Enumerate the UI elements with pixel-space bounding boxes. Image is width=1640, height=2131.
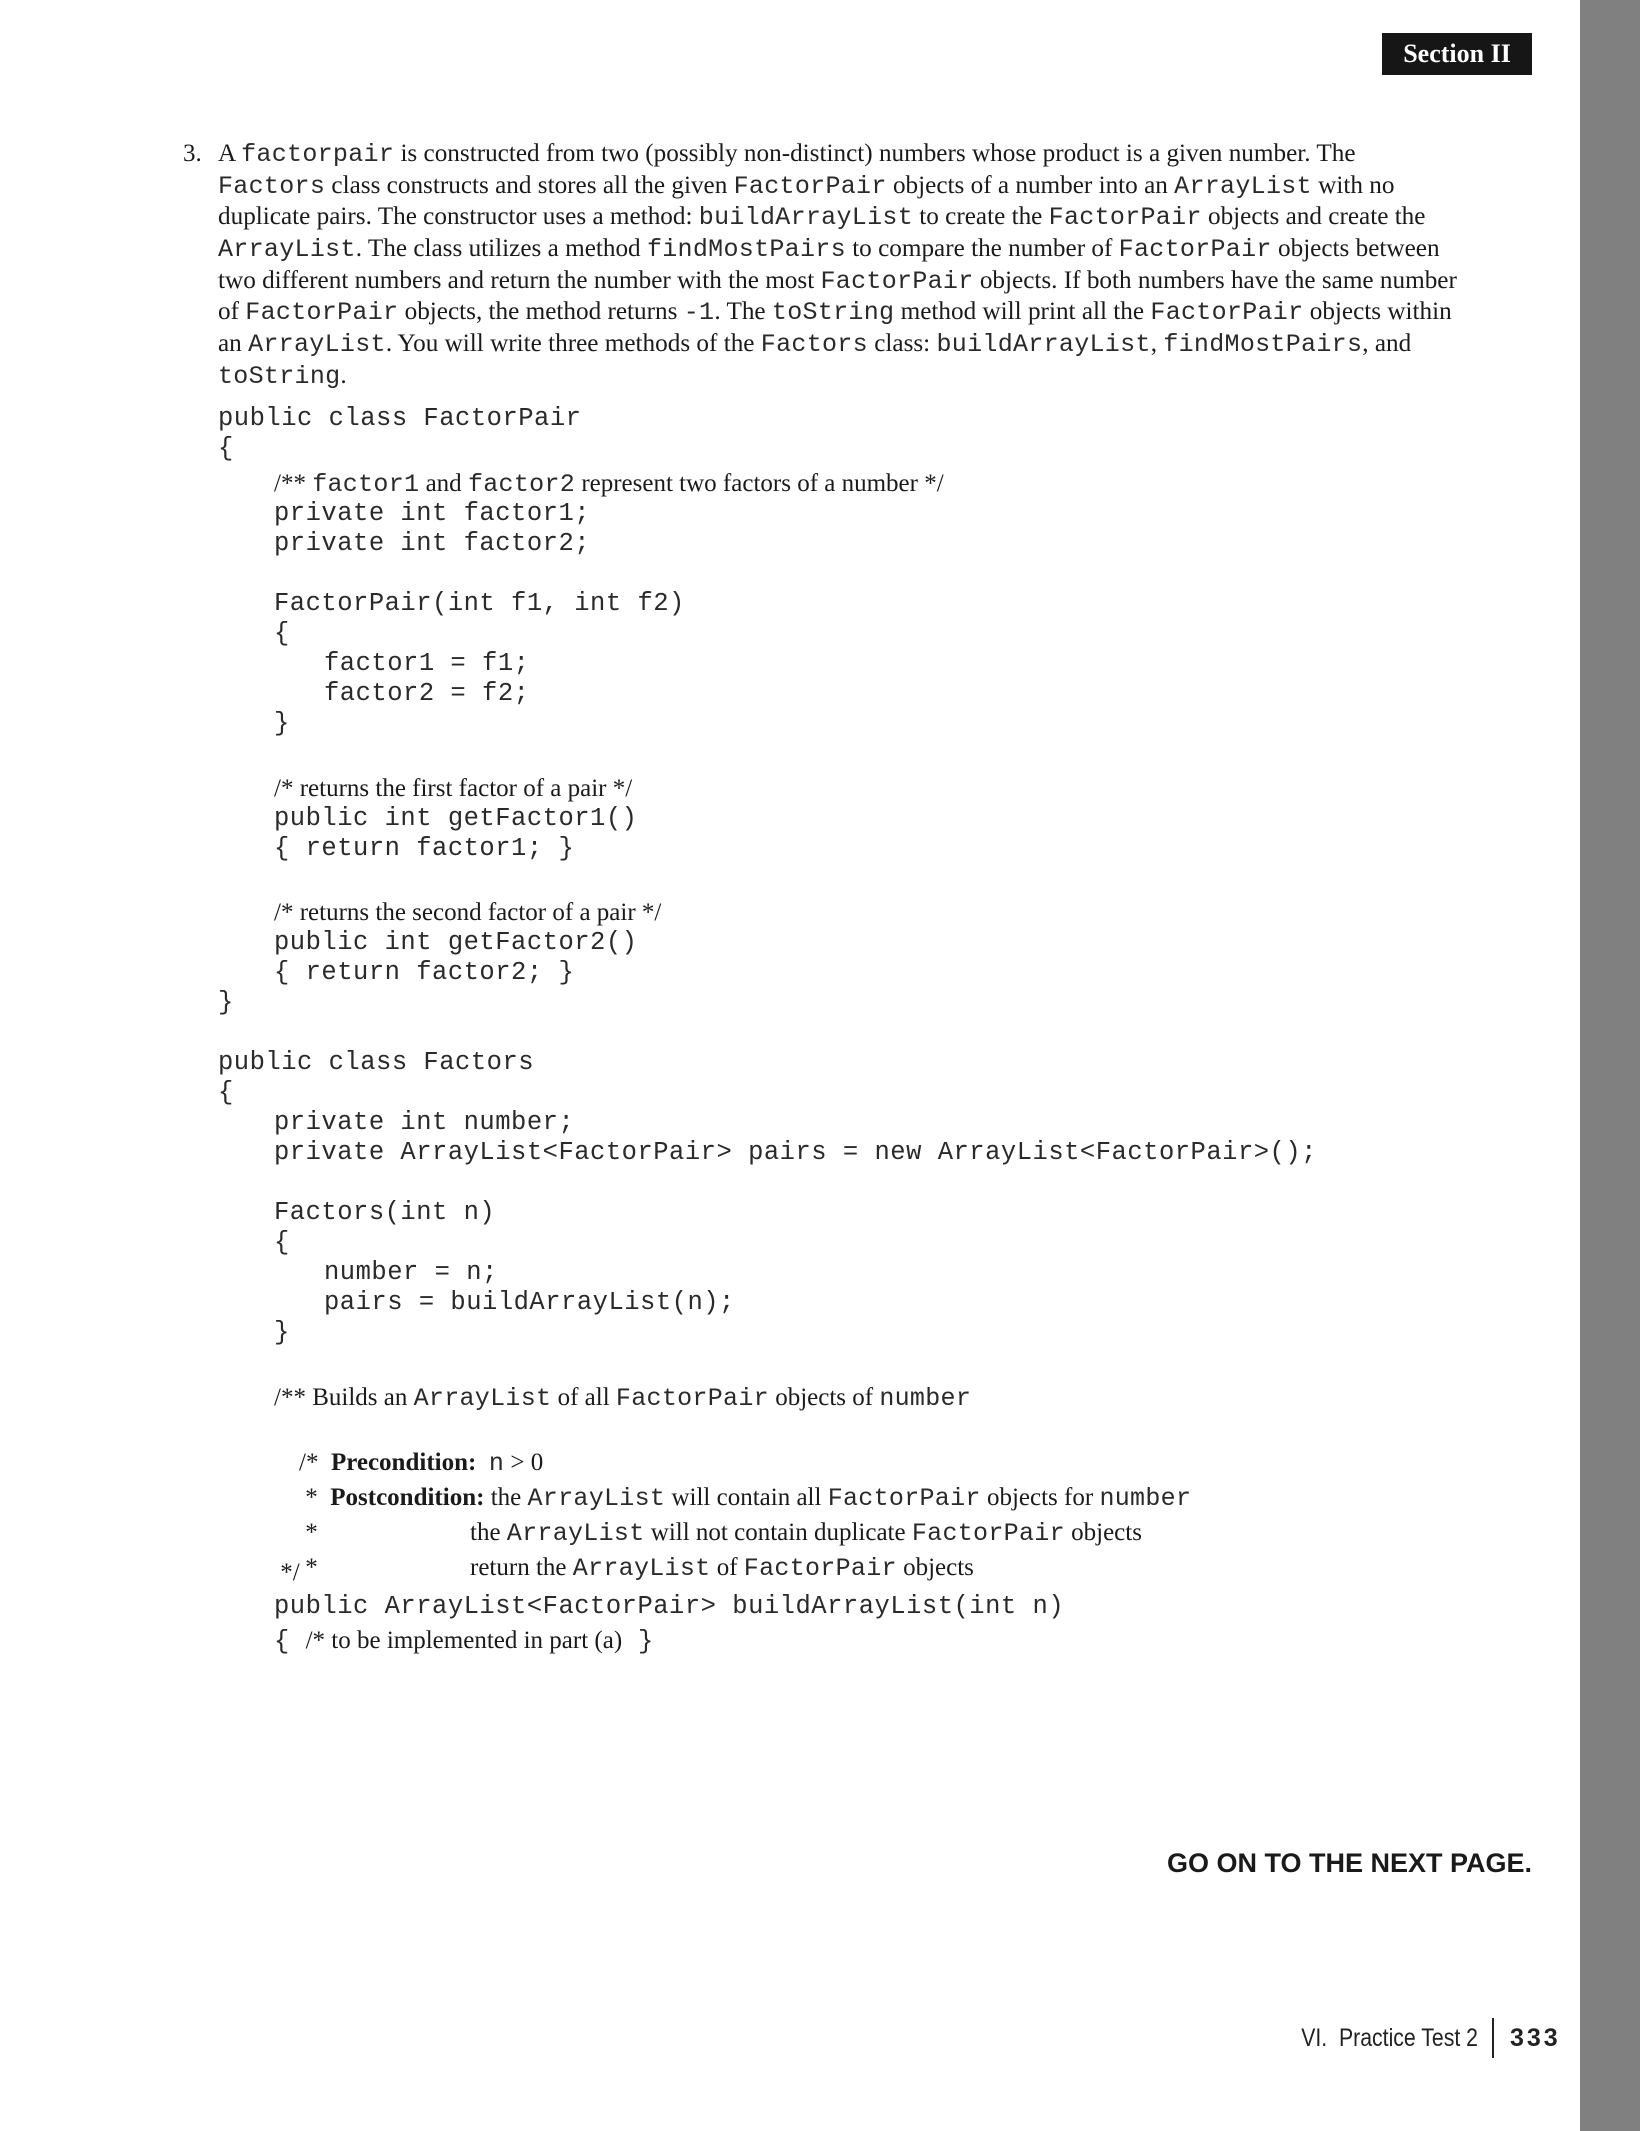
- method-comment: /* returns the second factor of a pair */: [274, 899, 662, 926]
- open-brace: {: [218, 434, 234, 463]
- code-term: ArrayList: [572, 1554, 711, 1583]
- text-run: objects and create the: [1201, 203, 1426, 231]
- text-run: of all: [551, 1384, 616, 1411]
- code-term: toString: [218, 361, 341, 391]
- code-term: FactorPair: [615, 1384, 769, 1413]
- text-run: represent two factors of a number */: [575, 470, 944, 497]
- code-term: ArrayList: [506, 1519, 645, 1548]
- text-run: return the: [470, 1554, 573, 1581]
- prompt-line: [218, 328, 1518, 360]
- prompt-line: [218, 138, 1518, 170]
- text-run: .: [340, 361, 347, 389]
- prompt-line: [218, 296, 1518, 328]
- question-prompt: [218, 138, 1518, 392]
- text-run: objects for: [980, 1484, 1100, 1511]
- text-run: the: [470, 1519, 507, 1546]
- open-brace: {: [274, 1228, 290, 1257]
- text-run: of: [218, 298, 246, 326]
- text-run: > 0: [504, 1449, 544, 1476]
- text-run: objects: [1064, 1519, 1142, 1546]
- method-body: [274, 1626, 654, 1657]
- statement: factor2 = f2;: [324, 679, 530, 708]
- text-run: A: [218, 140, 242, 167]
- code-term: FactorPair: [827, 1484, 981, 1513]
- text-run: of: [710, 1554, 744, 1581]
- code-term: FactorPair: [245, 298, 399, 328]
- code-term: findMostPairs: [1163, 330, 1363, 360]
- text-run: objects within: [1303, 298, 1452, 326]
- prompt-line: [218, 233, 1518, 265]
- text-run: two different numbers and return the number with the most: [218, 266, 821, 294]
- text-run: . The class utilizes a method: [355, 235, 647, 263]
- prompt-line: [218, 170, 1518, 202]
- code-term: buildArrayList: [936, 330, 1151, 360]
- constructor-declaration: Factors(int n): [274, 1198, 496, 1227]
- text-run: class constructs and stores all the given: [325, 171, 734, 199]
- text-run: will contain all: [665, 1484, 828, 1511]
- code-term: factor2: [467, 470, 576, 499]
- text-run: is constructed from two (possibly non-distinct) numbers whose product is a given number. The: [394, 140, 1356, 167]
- comment-close: */: [280, 1559, 300, 1586]
- next-page-notice: GO ON TO THE NEXT PAGE.: [1166, 1848, 1532, 1878]
- code-term: factorpair: [241, 140, 395, 169]
- class-declaration: public class Factors: [218, 1048, 535, 1077]
- text-run: objects. If both numbers have the same number: [973, 266, 1457, 294]
- text-run: to create the: [913, 203, 1049, 231]
- field-declaration: private ArrayList<FactorPair> pairs = new ArrayList<FactorPair>();: [274, 1138, 1317, 1167]
- code-term: ArrayList: [218, 235, 356, 265]
- code-term: findMostPairs: [646, 235, 846, 265]
- text-run: /**: [274, 470, 313, 497]
- text-run: class:: [867, 330, 937, 358]
- constructor-declaration: FactorPair(int f1, int f2): [274, 589, 685, 618]
- code-term: ArrayList: [1174, 171, 1312, 201]
- field-declaration: private int factor2;: [274, 529, 591, 558]
- method-body: { return factor1; }: [274, 834, 575, 863]
- close-brace: }: [274, 1318, 290, 1347]
- code-term: n: [488, 1449, 505, 1478]
- code-term: FactorPair: [733, 171, 887, 201]
- precondition-label: Precondition:: [330, 1449, 477, 1476]
- comment-prefix: *: [305, 1484, 318, 1511]
- section-badge: [1382, 33, 1532, 75]
- close-brace: }: [274, 709, 290, 738]
- comment-prefix: /*: [299, 1449, 319, 1476]
- page-edge-strip: [1580, 0, 1640, 2131]
- doc-comment-line: [274, 1383, 971, 1414]
- text-run: will not contain duplicate: [644, 1519, 912, 1546]
- prompt-line: [218, 201, 1518, 233]
- code-term: Factors: [760, 330, 868, 360]
- method-declaration: public int getFactor2(): [274, 928, 638, 957]
- text-run: ,: [1150, 330, 1164, 358]
- text-run: , and: [1362, 330, 1412, 358]
- text-run: . You will write three methods of the: [385, 330, 761, 358]
- chapter-label: VI. Practice Test 2: [1301, 2023, 1478, 2052]
- text-run: and: [419, 470, 468, 497]
- open-brace: {: [274, 619, 290, 648]
- method-declaration: public int getFactor1(): [274, 804, 638, 833]
- prompt-line: [218, 265, 1518, 297]
- code-term: ArrayList: [527, 1484, 666, 1513]
- statement: factor1 = f1;: [324, 649, 530, 678]
- page-footer: [1270, 2018, 1561, 2058]
- text-run: objects of a number into an: [886, 171, 1175, 199]
- text-run: method will print all the: [894, 298, 1151, 326]
- placeholder-comment: /* to be implemented in part (a): [305, 1627, 623, 1654]
- comment-prefix: *: [305, 1519, 318, 1546]
- prompt-line: [218, 360, 1518, 392]
- text-run: /** Builds an: [274, 1384, 414, 1411]
- text-run: an: [218, 330, 249, 358]
- code-term: Factors: [218, 171, 326, 201]
- comment-prefix: *: [305, 1554, 318, 1581]
- statement: number = n;: [324, 1258, 498, 1287]
- method-declaration: public ArrayList<FactorPair> buildArrayList(int n): [274, 1592, 1065, 1621]
- field-comment: [274, 469, 944, 500]
- code-term: number: [1099, 1484, 1192, 1513]
- open-brace: {: [274, 1627, 306, 1656]
- code-term: FactorPair: [911, 1519, 1065, 1548]
- postcondition-text: [470, 1553, 974, 1584]
- code-term: FactorPair: [1118, 235, 1272, 265]
- method-comment: /* returns the first factor of a pair */: [274, 775, 633, 802]
- code-term: -1: [683, 298, 715, 328]
- code-term: FactorPair: [1150, 298, 1304, 328]
- code-term: factor1: [312, 470, 420, 499]
- code-term: ArrayList: [248, 330, 386, 360]
- question-number: 3.: [183, 140, 202, 167]
- field-declaration: private int number;: [274, 1108, 575, 1137]
- text-run: . The: [714, 298, 772, 326]
- method-body: { return factor2; }: [274, 958, 575, 987]
- section-label: Section II: [1403, 39, 1511, 68]
- text-run: objects of: [768, 1384, 880, 1411]
- text-run: with no: [1311, 171, 1395, 199]
- page-number: 333: [1509, 2023, 1561, 2052]
- class-declaration: public class FactorPair: [218, 404, 582, 433]
- close-brace: }: [622, 1627, 654, 1656]
- close-brace: }: [218, 988, 234, 1017]
- text-run: objects, the method returns: [398, 298, 684, 326]
- code-term: FactorPair: [820, 266, 974, 296]
- code-term: number: [879, 1384, 972, 1413]
- open-brace: {: [218, 1078, 234, 1107]
- text-run: objects between: [1271, 235, 1440, 263]
- doc-comment-close: [274, 1558, 300, 1588]
- code-term: FactorPair: [1048, 203, 1202, 233]
- text-run: to compare the number of: [845, 235, 1119, 263]
- text-run: duplicate pairs. The constructor uses a method:: [218, 203, 699, 231]
- code-term: ArrayList: [413, 1384, 552, 1413]
- code-term: buildArrayList: [698, 203, 913, 233]
- footer-divider: [1492, 2018, 1494, 2058]
- statement: pairs = buildArrayList(n);: [324, 1288, 735, 1317]
- text-run: objects: [896, 1554, 974, 1581]
- text-run: the: [490, 1484, 528, 1511]
- field-declaration: private int factor1;: [274, 499, 591, 528]
- postcondition-label: Postcondition:: [330, 1484, 485, 1511]
- code-term: toString: [771, 298, 895, 328]
- code-term: FactorPair: [743, 1554, 897, 1583]
